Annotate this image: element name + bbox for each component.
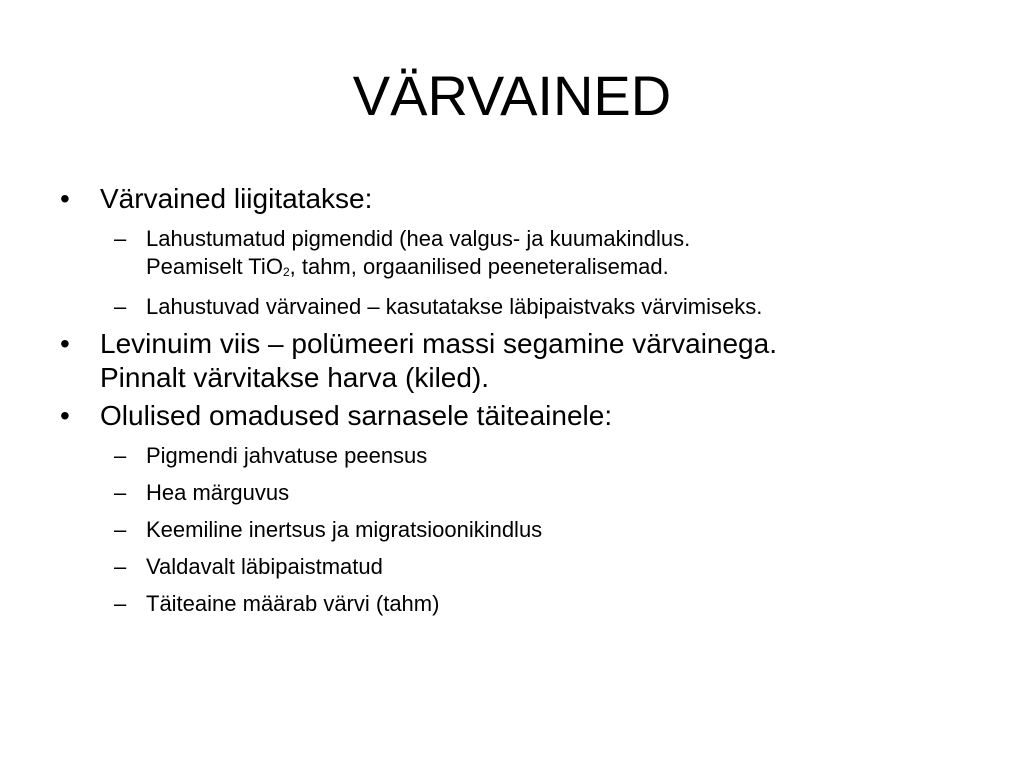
sub-marker: – xyxy=(114,226,127,251)
slide-body xyxy=(60,182,960,624)
sub-text: Keemiline inertsus ja migratsioonikindlus xyxy=(146,517,543,542)
bullet-item xyxy=(60,399,960,433)
sub-text: Täiteaine määrab värvi (tahm) xyxy=(146,591,440,616)
sub-list xyxy=(60,442,960,618)
sub-marker: – xyxy=(114,443,127,468)
bullet-item xyxy=(60,182,960,216)
sub-text: Pigmendi jahvatuse peensus xyxy=(146,443,428,468)
sub-text: Valdavalt läbipaistmatud xyxy=(146,554,383,579)
bullet-marker: • xyxy=(60,183,70,214)
slide-title: VÄRVAINED xyxy=(352,64,672,127)
bullet-item xyxy=(60,327,960,395)
sub-marker: – xyxy=(114,480,127,505)
sub-marker: – xyxy=(114,591,127,616)
sub-marker: – xyxy=(114,294,127,319)
bullet-text-line1: Levinuim viis – polümeeri massi segamine värvainega. xyxy=(100,328,777,359)
sub-text-line2-pre: Peamiselt TiO xyxy=(146,254,283,279)
sub-item xyxy=(60,553,960,581)
sub-item xyxy=(60,590,960,618)
sub-text-line1: Lahustumatud pigmendid (hea valgus- ja kuumakindlus. xyxy=(146,226,691,251)
sub-item xyxy=(60,479,960,507)
sub-item xyxy=(60,225,960,284)
bullet-text: Olulised omadused sarnasele täiteainele: xyxy=(100,400,613,431)
sub-item xyxy=(60,516,960,544)
bullet-text-line2: Pinnalt värvitakse harva (kiled). xyxy=(100,362,490,393)
bullet-marker: • xyxy=(60,328,70,359)
sub-list xyxy=(60,225,960,321)
subscript: 2 xyxy=(282,265,290,279)
sub-item xyxy=(60,293,960,321)
bullet-text: Värvained liigitatakse: xyxy=(100,183,373,214)
sub-text: Hea märguvus xyxy=(146,480,290,505)
sub-marker: – xyxy=(114,517,127,542)
bullet-marker: • xyxy=(60,400,70,431)
sub-marker: – xyxy=(114,554,127,579)
sub-text-line2-post: , tahm, orgaanilised peeneteralisemad. xyxy=(289,254,669,279)
sub-text: Lahustuvad värvained – kasutatakse läbipaistvaks värvimiseks. xyxy=(146,294,763,319)
sub-item xyxy=(60,442,960,470)
